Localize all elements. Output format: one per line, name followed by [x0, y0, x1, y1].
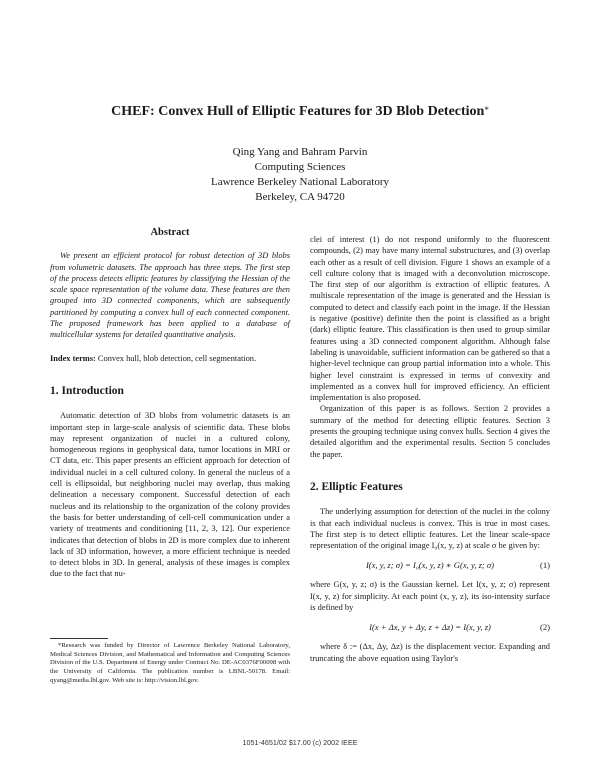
- equation-1-number: (1): [539, 560, 550, 571]
- title-text: CHEF: Convex Hull of Elliptic Features for 3D Blob Detection: [111, 104, 485, 119]
- equation-1: [310, 559, 550, 571]
- footnote-rule: [50, 638, 108, 639]
- footnote-text: *Research was funded by Director of Lawrence Berkeley National Laboratory, Medical Sciences Division, and Mathematical and Information and Computing Sciences Division of the U.S. Department of Energy under Contract No. DE-AC0376F00098 with the University of California. The publication number is LBNL-50178. Email: qyang@media.lbl.gov. Web site is: http://vision.lbl.gov.: [50, 642, 290, 684]
- affiliation-dept: Computing Sciences: [254, 161, 346, 173]
- abstract-heading: Abstract: [150, 227, 190, 238]
- copyright-line: 1051-4651/02 $17.00 (c) 2002 IEEE: [242, 738, 358, 747]
- organization-paragraph: Organization of this paper is as follows. Section 2 provides a summary of the method for detecting elliptic features. Section 3 presents the grouping technique using convex hulls. Section 4 gives the detailed algorithm and the experimental results. Section 5 concludes the paper.: [310, 404, 550, 459]
- title-footnote-mark: *: [484, 105, 489, 115]
- section2-paragraph-2: where G(x, y, z; σ) is the Gaussian kernel. Let I(x, y, z; σ) represent I(x, y, z) for simplicity. At each point (x, y, z), its iso-intensity surface is defined by: [310, 580, 550, 613]
- affiliation-lab: Lawrence Berkeley National Laboratory: [210, 176, 390, 188]
- section2-paragraph-1: The underlying assumption for detection of the nuclei in the colony is that each individual nucleus is convex. This is true in most cases. The first step is to detect elliptic features. Let the linear scale-space representation of the original image I₀(x, y, z) at scale σ be given by:: [310, 507, 550, 551]
- affiliation-city: Berkeley, CA 94720: [255, 191, 345, 203]
- authors: Qing Yang and Bahram Parvin: [232, 146, 368, 158]
- intro-paragraph-continued: clei of interest (1) do not respond uniformly to the fluorescent compounds, (2) may have many internal substructures, and (3) overlap each other as a result of cell division. Figure 1 shows an example of a cell culture colony that is imaged with a deconvolution microscope. The first step of our algorithm is extraction of elliptic features. A multiscale representation of the image is generated and the Hessian is computed to detect and classify each point in the image. If the Hessian is negative (positive) definite then the point is classified as a bright (dark) elliptic feature. This classification is then used to group similar features using a 3D connected component algorithm. Although false labeling is unavoidable, sufficient information can be gathered so that a higher-level technique can group partial information into a whole. This higher level constraint is expressed in terms of convexity and implemented as a convex hull for improved efficiency. An efficient implementation is also proposed.: [310, 235, 550, 403]
- equation-2-number: (2): [539, 622, 550, 633]
- index-terms-text: Convex hull, blob detection, cell segmentation.: [97, 353, 257, 363]
- right-column: [310, 234, 550, 664]
- paper-title: [0, 103, 600, 121]
- equation-2-body: I(x + Δx, y + Δy, z + Δz) = I(x, y, z): [369, 622, 491, 633]
- section-heading-elliptic-features: 2. Elliptic Features: [310, 480, 403, 493]
- equation-2: [310, 621, 550, 633]
- footnote: [50, 638, 290, 686]
- index-terms-label: Index terms:: [50, 353, 96, 363]
- index-terms: [50, 353, 290, 364]
- section2-paragraph-3: where δ := (Δx, Δy, Δz) is the displacement vector. Expanding and truncating the above equation using Taylor's: [310, 642, 550, 663]
- section-heading-introduction: 1. Introduction: [50, 384, 124, 397]
- abstract-text: We present an efficient protocol for robust detection of 3D blobs from volumetric datasets. The approach has three steps. The first step of the process detects elliptic features by classifying the Hessian of the scale space representation of the volume data. These features are then grouped into 3D connected components, which are subsequently partitioned by computing a convex hull of each connected component. The proposed framework has been applied to a database of multicellular systems for detailed quantitative analysis.: [50, 251, 290, 340]
- equation-1-body: I(x, y, z; σ) = I₀(x, y, z) ∗ G(x, y, z; σ): [365, 560, 495, 571]
- left-column: [50, 227, 290, 580]
- intro-paragraph: Automatic detection of 3D blobs from volumetric datasets is an important step in large-scale analysis of scientific data. These blobs may represent organization of nuclei in a cultured colony, homogeneous regions in geophysical data, tumor locations in MRI or CT data, etc. This paper presents an efficient approach for detection of individual nuclei in a cell cultured colony. In general the nucleus of a cell is ellipsoidal, but neighboring nuclei may overlap, thus making delineation a necessary component. Successful detection of each nucleus and its relationship to the organization of the colony provides the basis for better understanding of cell-cell communication under a variety of treatments and conditioning [11, 2, 3, 12]. Our experience indicates that detection of blobs in 2D is more complex due to inherent lack of 3D information, however, a more efficient technique is needed to detect blobs in 3D. In general, analysis of these images is complex due to the fact that nu-: [50, 411, 290, 579]
- author-block: [0, 145, 600, 205]
